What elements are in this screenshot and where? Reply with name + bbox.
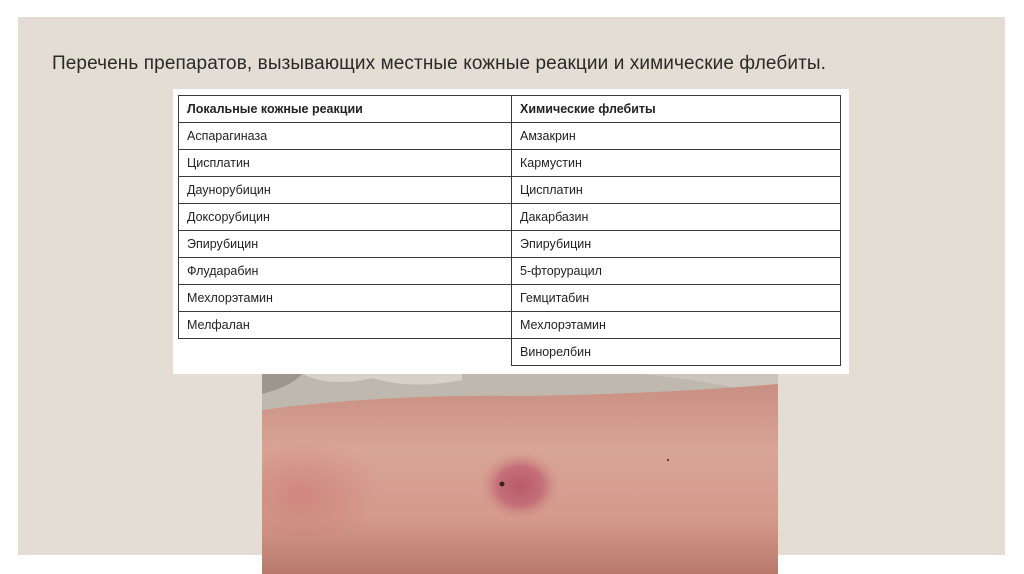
puncture-mark (500, 482, 505, 487)
slide-title: Перечень препаратов, вызывающих местные кожные реакции и химические флебиты. (52, 53, 827, 74)
table-row (179, 258, 841, 285)
local-reaction-cell-empty (179, 339, 512, 366)
phlebitis-cell: Цисплатин (512, 177, 841, 204)
table-row (179, 204, 841, 231)
table-row (179, 150, 841, 177)
injection-site-reaction (478, 450, 562, 522)
local-reaction-cell: Мехлорэтамин (179, 285, 512, 312)
phlebitis-cell: 5-фторурацил (512, 258, 841, 285)
forearm-illustration (262, 374, 778, 574)
local-reaction-cell: Эпирубицин (179, 231, 512, 258)
skin-mark (667, 459, 669, 461)
table-row (179, 312, 841, 339)
local-reaction-cell: Цисплатин (179, 150, 512, 177)
local-reaction-cell: Даунорубицин (179, 177, 512, 204)
header-local-skin-reactions: Локальные кожные реакции (179, 96, 512, 123)
phlebitis-cell: Винорелбин (512, 339, 841, 366)
local-reaction-cell: Флударабин (179, 258, 512, 285)
table-row (179, 339, 841, 366)
table-row (179, 285, 841, 312)
phlebitis-cell: Кармустин (512, 150, 841, 177)
local-reaction-cell: Доксорубицин (179, 204, 512, 231)
forearm-skin-reaction-photo (262, 374, 778, 574)
table-header-row (179, 96, 841, 123)
phlebitis-cell: Эпирубицин (512, 231, 841, 258)
header-chemical-phlebitis: Химические флебиты (512, 96, 841, 123)
phlebitis-cell: Мехлорэтамин (512, 312, 841, 339)
phlebitis-cell: Дакарбазин (512, 204, 841, 231)
drug-table-container (173, 89, 849, 374)
phlebitis-cell: Гемцитабин (512, 285, 841, 312)
local-reaction-cell: Аспарагиназа (179, 123, 512, 150)
drug-table (178, 95, 841, 366)
phlebitis-cell: Амзакрин (512, 123, 841, 150)
table-row (179, 231, 841, 258)
local-reaction-cell: Мелфалан (179, 312, 512, 339)
table-row (179, 123, 841, 150)
table-row (179, 177, 841, 204)
